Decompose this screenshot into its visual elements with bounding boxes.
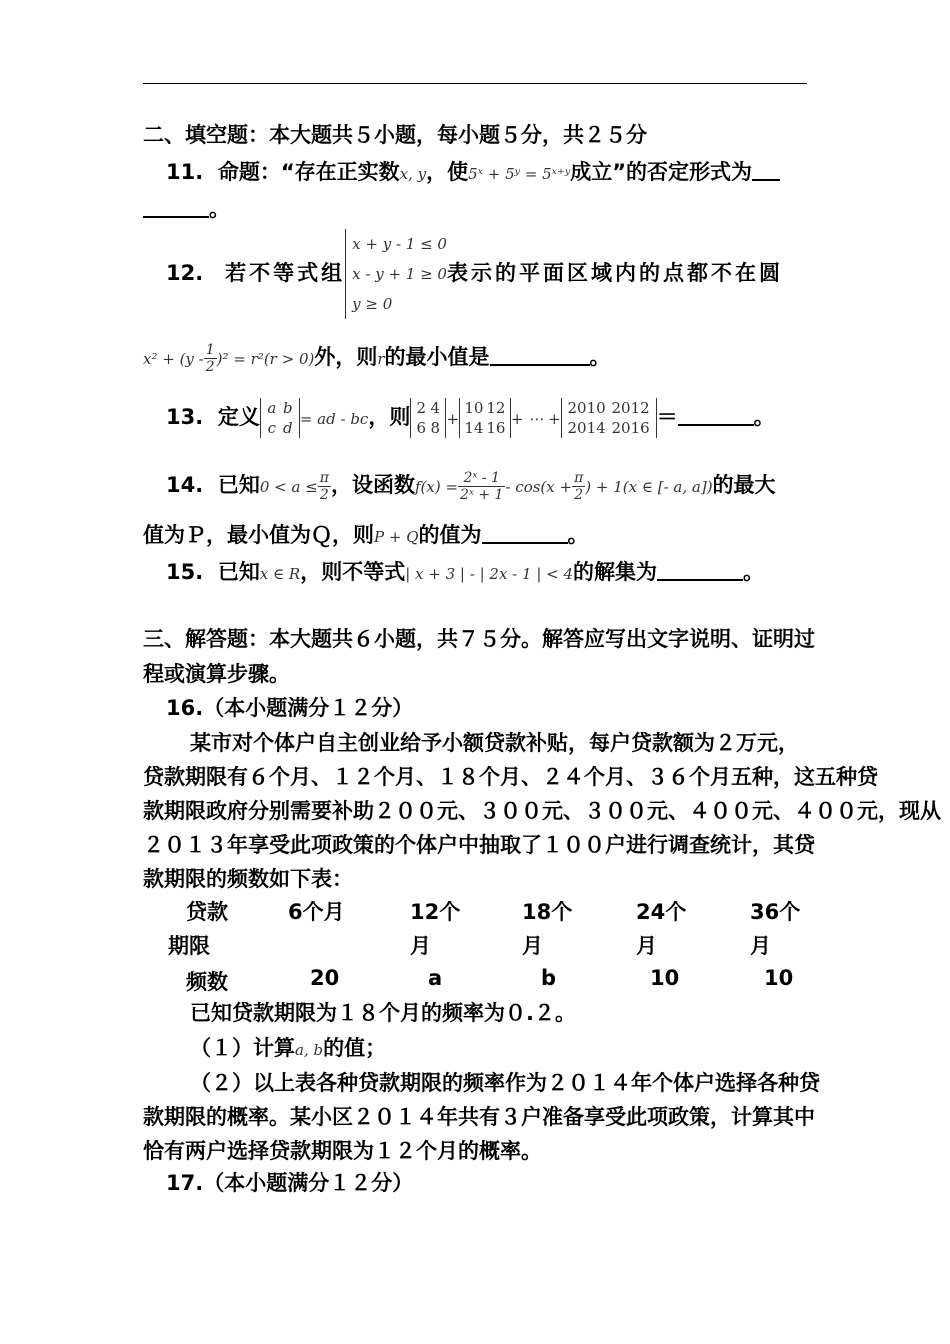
q16-text-1: 某市对个体户自主创业给予小额贷款补贴，每户贷款额为２万元， xyxy=(190,731,799,755)
table-header: 12个 xyxy=(410,900,461,924)
q16-part2-3: 恰有两户选择贷款期限为１２个月的概率。 xyxy=(143,1139,542,1163)
determinant-3: 2010 2012 2014 2016 xyxy=(561,398,657,438)
answer-blank[interactable] xyxy=(657,559,743,581)
q12-cont: x² + (y - $\frac{1}{2}$ )² = r²(r > 0)外，则r的最小值是 。 xyxy=(143,341,611,375)
table-cell: 10 xyxy=(764,966,794,990)
table-cell: b xyxy=(541,966,557,990)
q14-cont: 值为Ｐ，最小值为Ｑ，则P + Q的值为 。 xyxy=(143,523,589,547)
table-header: 6个月 xyxy=(288,900,345,924)
table-header: 24个 xyxy=(636,900,687,924)
table-header: 月 xyxy=(636,934,657,958)
answer-blank[interactable] xyxy=(678,404,754,426)
table-header: 期限 xyxy=(168,934,210,958)
table-header: 18个 xyxy=(522,900,573,924)
determinant-1: 2 4 6 8 xyxy=(410,398,446,438)
q13: 13. 定义 a b c d = ad - bc，则 2 4 6 8 + 10 12 14 16 + ⋯ + 2010 2012 2014 2016 ＝ 。 xyxy=(166,399,775,437)
answer-blank[interactable] xyxy=(143,196,209,218)
q11-cont: 。 xyxy=(143,194,230,224)
table-header: 月 xyxy=(750,934,771,958)
q11: 11. 命题：“存在正实数x, y，使5ˣ + 5ʸ = 5ˣ⁺ʸ成立”的否定形式为 xyxy=(166,157,780,189)
q16-text-5: 款期限的频数如下表： xyxy=(143,867,353,891)
q16-known: 已知贷款期限为１８个月的频率为０.２。 xyxy=(190,1001,576,1025)
q16-text-4: ２０１３年享受此项政策的个体户中抽取了１００户进行调查统计，其贷 xyxy=(143,833,815,857)
q16-part2-2: 款期限的概率。某小区２０１４年共有３户准备享受此项政策，计算其中 xyxy=(143,1105,815,1129)
determinant-def: a b c d xyxy=(260,398,300,438)
q14: 14. 已知0 < a ≤ $\frac{\pi}{2}$ ，设函数f(x) = $\frac{\text{2ˣ - 1}}{\text{2ˣ + 1}}$ - cos(x + $\frac{\pi}{2}$ ) + 1(x ∈ [- a, a])的最大 xyxy=(166,469,776,503)
determinant-2: 10 12 14 16 xyxy=(459,398,511,438)
section3-title-cont: 程或演算步骤。 xyxy=(143,662,290,686)
table-cell: 10 xyxy=(650,966,680,990)
section2-title: 二、填空题：本大题共５小题，每小题５分，共２５分 xyxy=(143,123,647,147)
table-header: 贷款 xyxy=(186,900,228,924)
q16-text-2: 贷款期限有６个月、１２个月、１８个月、２４个月、３６个月五种，这五种贷 xyxy=(143,765,878,789)
table-header: 月 xyxy=(410,934,431,958)
answer-blank[interactable] xyxy=(752,159,780,181)
q16-text-3: 款期限政府分别需要补助２００元、３００元、３００元、４００元、４００元，现从 xyxy=(143,799,941,823)
q12: 12. 若不等式组 x + y - 1 ≤ 0 x - y + 1 ≥ 0 y ≥ 0 表示的平面区域内的点都不在圆 xyxy=(166,228,783,319)
inequality-system: x + y - 1 ≤ 0 x - y + 1 ≥ 0 y ≥ 0 xyxy=(345,229,447,319)
q17-heading: 17.（本小题满分１２分） xyxy=(166,1171,414,1195)
q16-part2-1: （２）以上表各种贷款期限的频率作为２０１４年个体户选择各种贷 xyxy=(190,1071,820,1095)
section3-title: 三、解答题：本大题共６小题，共７５分。解答应写出文字说明、证明过 xyxy=(143,627,815,651)
table-cell: 频数 xyxy=(186,970,228,994)
table-header: 月 xyxy=(522,934,543,958)
q16-part1: （１）计算a, b的值； xyxy=(190,1036,387,1060)
q16-heading: 16.（本小题满分１２分） xyxy=(166,696,414,720)
table-cell: a xyxy=(428,966,443,990)
q15: 15. 已知x ∈ R，则不等式| x + 3 | - | 2x - 1 | < 4的解集为 。 xyxy=(166,560,765,584)
answer-blank[interactable] xyxy=(490,344,590,366)
table-header: 36个 xyxy=(750,900,801,924)
answer-blank[interactable] xyxy=(482,522,568,544)
header-rule xyxy=(143,83,807,84)
table-cell: 20 xyxy=(310,966,340,990)
